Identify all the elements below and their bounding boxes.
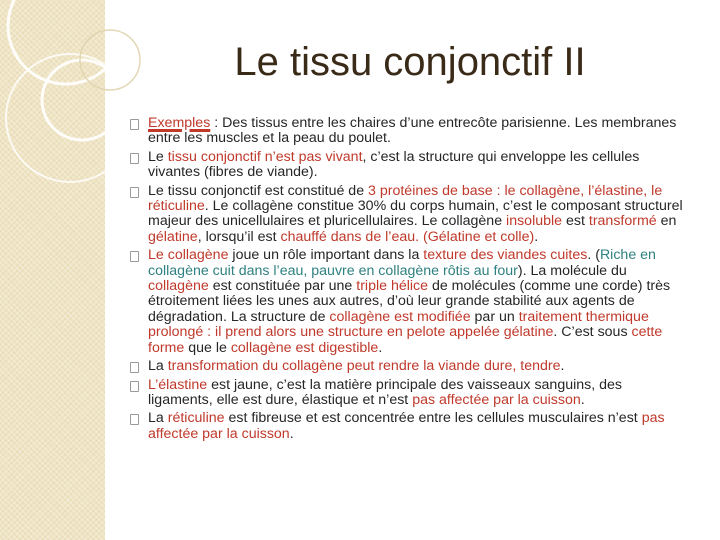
highlighted-text: texture des viandes cuites	[423, 247, 588, 264]
text-segment: .	[378, 339, 383, 356]
highlighted-text: chauffé dans de l’eau. (Gélatine et colle)	[280, 228, 535, 245]
highlighted-text: collagène est modifiée	[329, 308, 471, 325]
text-segment: , c’est la structure qui enveloppe les cellules vivantes (fibres de viande).	[148, 148, 640, 181]
bullet-text	[148, 247, 670, 355]
highlighted-text: cette forme	[148, 324, 663, 356]
text-segment: ). La molécule du	[517, 262, 627, 279]
bullet-item	[128, 248, 690, 356]
bullet-text	[148, 149, 639, 180]
highlighted-text: insoluble	[506, 213, 563, 230]
text-segment: , lorsqu’il est	[197, 228, 281, 245]
text-segment: par un	[470, 308, 519, 325]
highlighted-text: collagène est digestible	[230, 339, 379, 356]
text-segment: que le	[184, 339, 231, 356]
bullet-square-icon	[130, 119, 139, 130]
highlighted-text: transformé	[588, 213, 657, 230]
bullet-square-icon	[130, 414, 139, 425]
bullet-square-icon	[130, 251, 139, 262]
text-segment: : Des tissus entre les chaires d’une entrecôte parisienne. Les membranes entre les muscles et la peau du poulet.	[148, 115, 677, 147]
text-segment: . (	[587, 247, 600, 264]
text-segment: .	[560, 358, 565, 375]
text-segment: Le tissu conjonctif est constitué de	[148, 182, 369, 199]
text-segment: . Le collagène constitue 30% du corps humain, c’est le composant structurel majeur des unicellulaires et pluricellulaires. Le collagène	[148, 198, 683, 230]
highlighted-text: pas affectée par la cuisson	[148, 410, 665, 442]
bullet-list	[128, 116, 690, 445]
bullet-text	[148, 377, 622, 408]
text-segment: en	[656, 213, 677, 230]
text-segment: .	[534, 228, 539, 245]
bullet-item	[128, 184, 690, 246]
bullet-item	[128, 116, 690, 147]
bullet-item	[128, 411, 690, 442]
highlighted-text: traitement thermique prolongé : il prend alors une structure en pelote appelée gélatine	[148, 308, 649, 341]
highlighted-text: transformation du collagène peut rendre la viande dure, tendre	[167, 358, 561, 375]
text-segment: . C’est sous	[553, 324, 632, 341]
bullet-square-icon	[130, 153, 139, 164]
highlighted-text: 3 protéines de base : le collagène, l’élastine, le réticuline	[148, 182, 663, 215]
text-segment: est	[562, 213, 589, 230]
slide-title: Le tissu conjonctif II	[234, 40, 586, 84]
highlighted-text: Riche en collagène cuit dans l’eau, pauvre en collagène rôtis au four	[148, 247, 656, 279]
text-segment: est fibreuse et est concentrée entre les cellules musculaires n’est	[224, 410, 642, 427]
highlighted-text: gélatine	[148, 228, 198, 245]
bullet-text	[148, 115, 676, 146]
text-segment: Le	[148, 148, 168, 165]
highlighted-text: collagène	[148, 278, 209, 295]
text-segment: est jaune, c’est la matière principale des vaisseaux sanguins, des ligaments, elle est dure, élastique et n’est	[148, 376, 622, 408]
text-segment: est constituée par une	[208, 278, 357, 295]
highlighted-text: tissu conjonctif n’est pas vivant	[167, 148, 363, 165]
text-segment: La	[148, 410, 168, 427]
text-segment: de molécules (comme une corde) très étroitement liées les unes aux autres, d’où leur grande stabilité aux agents de dégradation. La structure de	[148, 278, 671, 325]
highlighted-text: Exemples	[148, 115, 211, 131]
highlighted-text: pas affectée par la cuisson	[412, 391, 581, 408]
text-segment: La	[148, 358, 168, 375]
highlighted-text: réticuline	[167, 410, 225, 427]
bullet-square-icon	[130, 381, 139, 392]
bullet-item	[128, 150, 690, 181]
bullet-square-icon	[130, 187, 139, 198]
highlighted-text: triple hélice	[356, 278, 429, 295]
bullet-item	[128, 359, 690, 374]
bullet-text	[148, 410, 665, 441]
highlighted-text: L’élastine	[148, 376, 208, 393]
highlighted-text: Le collagène	[148, 247, 229, 264]
bullet-text	[148, 183, 683, 245]
bullet-square-icon	[130, 362, 139, 373]
text-segment: .	[580, 391, 585, 408]
bullet-item	[128, 378, 690, 409]
text-segment: .	[289, 425, 294, 442]
text-segment: joue un rôle important dans la	[228, 247, 424, 264]
bullet-text	[148, 358, 564, 374]
